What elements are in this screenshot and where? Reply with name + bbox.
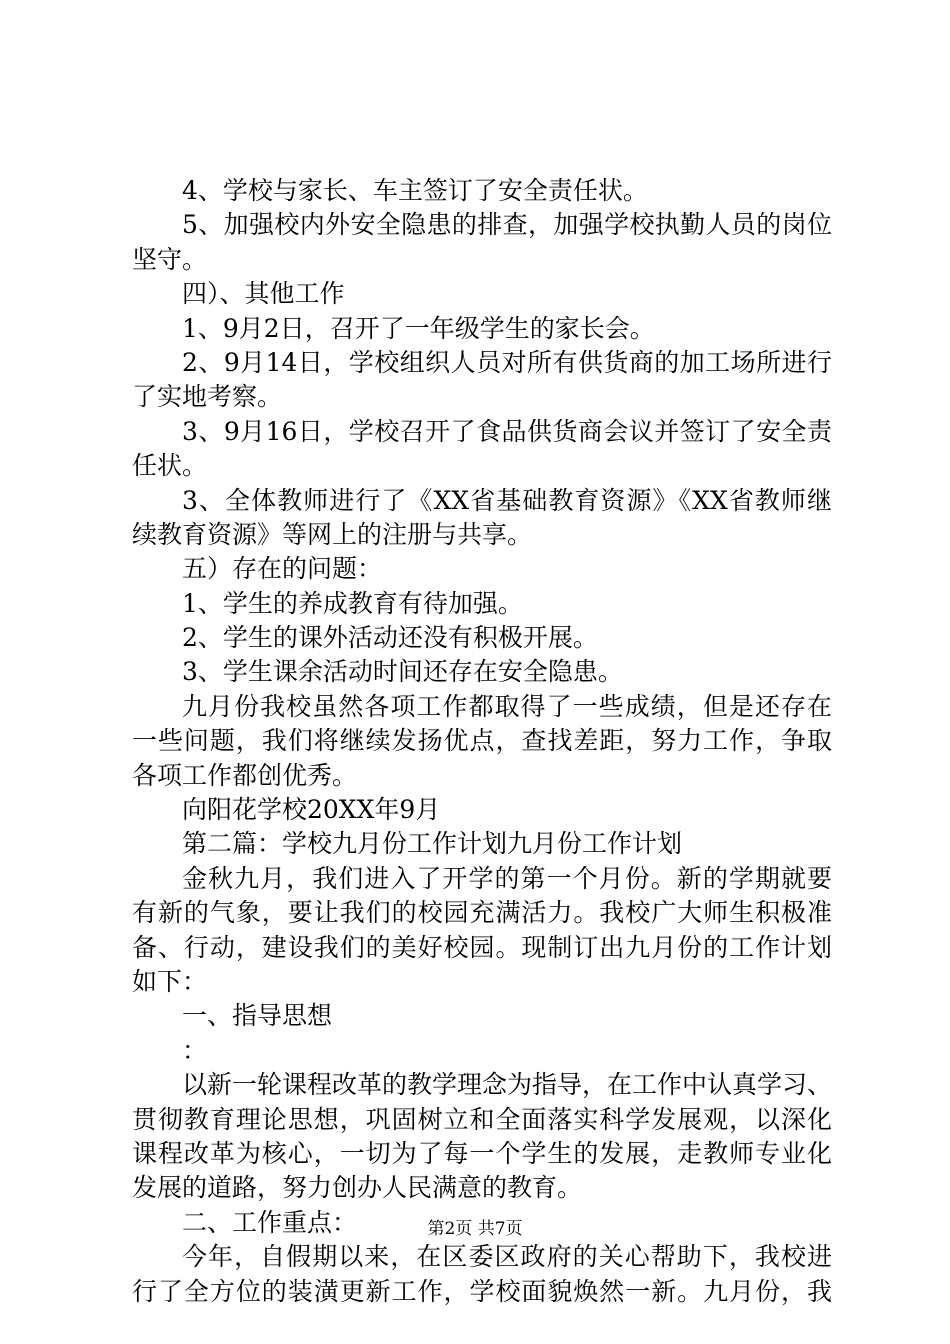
text-line: 备、行动，建设我们的美好校园。现制订出九月份的工作计划 — [132, 932, 832, 962]
text-line: 今年，自假期以来，在区委区政府的关心帮助下，我校进 — [182, 1242, 832, 1272]
text-line: 坚守。 — [132, 244, 208, 274]
text-line: 第二篇：学校九月份工作计划九月份工作计划 — [182, 829, 683, 859]
text-line: 1、9月2日，召开了一年级学生的家长会。 — [182, 313, 655, 343]
text-line: 2、9月14日，学校组织人员对所有供货商的加工场所进行 — [182, 347, 832, 377]
page-footer: 第2页 共7页 — [427, 1219, 523, 1239]
text-line: 4、学校与家长、车主签订了安全责任状。 — [182, 176, 648, 205]
text-line: 金秋九月，我们进入了开学的第一个月份。新的学期就要 — [182, 863, 832, 893]
text-line: 2、学生的课外活动还没有积极开展。 — [182, 623, 598, 653]
text-line: 各项工作都创优秀。 — [132, 760, 358, 790]
text-line: 3、学生课余活动时间还存在安全隐患。 — [182, 657, 623, 687]
text-line: 四）、其他工作 — [182, 279, 345, 309]
text-line: 了实地考察。 — [132, 382, 283, 412]
text-line: 续教育资源》等网上的注册与共享。 — [132, 519, 533, 549]
text-line: 贯彻教育理论思想，巩固树立和全面落实科学发展观，以深化 — [132, 1104, 832, 1134]
text-line: 五）存在的问题： — [182, 554, 383, 584]
text-line: 行了全方位的装潢更新工作，学校面貌焕然一新。九月份，我 — [132, 1276, 832, 1306]
text-line: ： — [182, 1035, 208, 1065]
text-line: 如下： — [132, 966, 208, 996]
text-line: 有新的气象，要让我们的校园充满活力。我校广大师生积极准 — [132, 898, 832, 928]
text-line: 1、学生的养成教育有待加强。 — [182, 588, 523, 618]
text-line: 一、指导思想 — [182, 1001, 333, 1031]
text-line: 课程改革为核心，一切为了每一个学生的发展，走教师专业化 — [132, 1138, 832, 1168]
text-line: 3、9月16日，学校召开了食品供货商会议并签订了安全责 — [182, 416, 832, 446]
text-line: 3、全体教师进行了《XX省基础教育资源》《XX省教师继 — [182, 485, 832, 515]
text-line: 5、加强校内外安全隐患的排查，加强学校执勤人员的岗位 — [182, 210, 832, 240]
text-line: 以新一轮课程改革的教学理念为指导，在工作中认真学习、 — [182, 1070, 833, 1100]
document-body — [132, 174, 832, 1309]
text-line: 二、工作重点： — [182, 1207, 358, 1237]
text-line: 九月份我校虽然各项工作都取得了一些成绩，但是还存在 — [182, 691, 832, 721]
text-line: 任状。 — [132, 451, 208, 481]
text-line: 向阳花学校20XX年9月 — [182, 795, 441, 825]
text-line: 一些问题，我们将继续发扬优点，查找差距，努力工作，争取 — [132, 726, 832, 756]
text-line: 发展的道路，努力创办人民满意的教育。 — [132, 1173, 583, 1203]
